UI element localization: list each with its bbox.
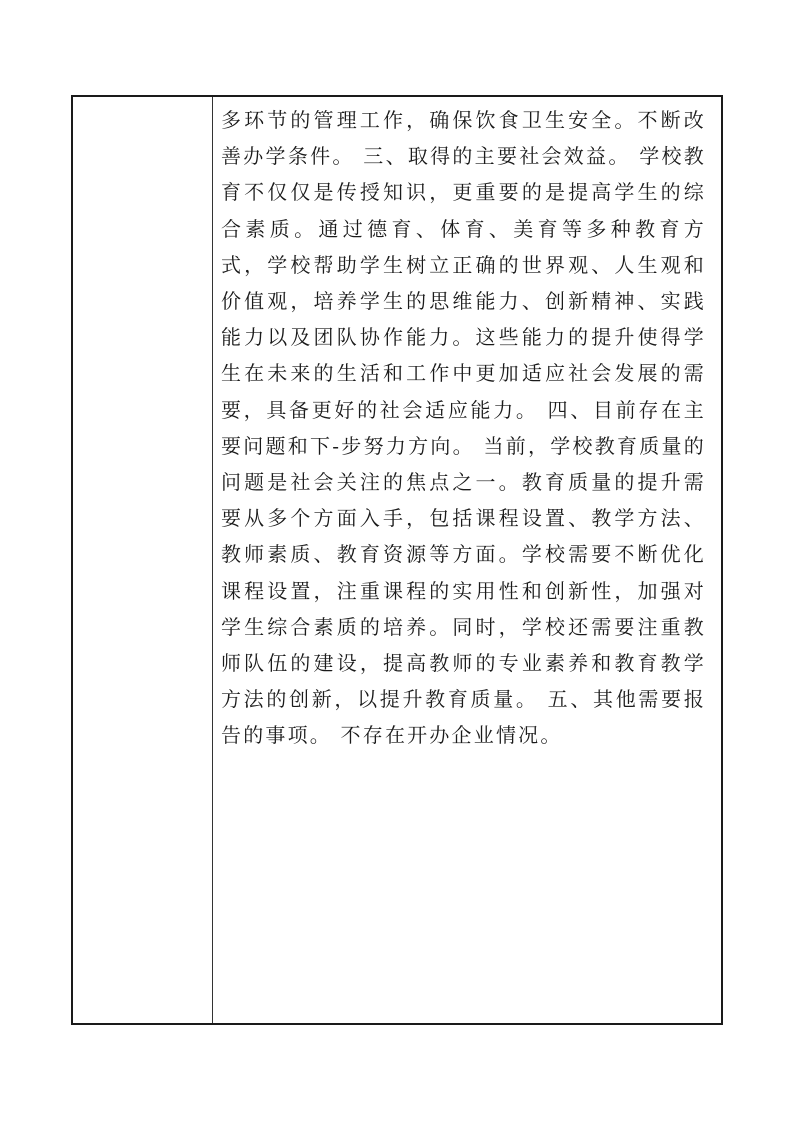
report-table [71,95,723,1025]
label-column-cell [73,97,213,1023]
content-column-cell [213,97,721,1023]
report-body-text: 多环节的管理工作，确保饮食卫生安全。不断改善办学条件。 三、取得的主要社会效益。 学校教育不仅仅是传授知识，更重要的是提高学生的综合素质。通过德育、体育、美育等多种教育方式，学校帮助学生树立正确的世界观、人生观和价值观，培养学生的思维能力、创新精神、实践能力以及团队协作能力。这些能力的提升使得学生在未来的生活和工作中更加适应社会发展的需要，具备更好的社会适应能力。 四、目前存在主要问题和下-步努力方向。 当前，学校教育质量的问题是社会关注的焦点之一。教育质量的提升需要从多个方面入手，包括课程设置、教学方法、教师素质、教育资源等方面。学校需要不断优化课程设置，注重课程的实用性和创新性，加强对学生综合素质的培养。同时，学校还需要注重教师队伍的建设，提高教师的专业素养和教育教学方法的创新，以提升教育质量。 五、其他需要报告的事项。 不存在开办企业情况。 [221,108,706,748]
